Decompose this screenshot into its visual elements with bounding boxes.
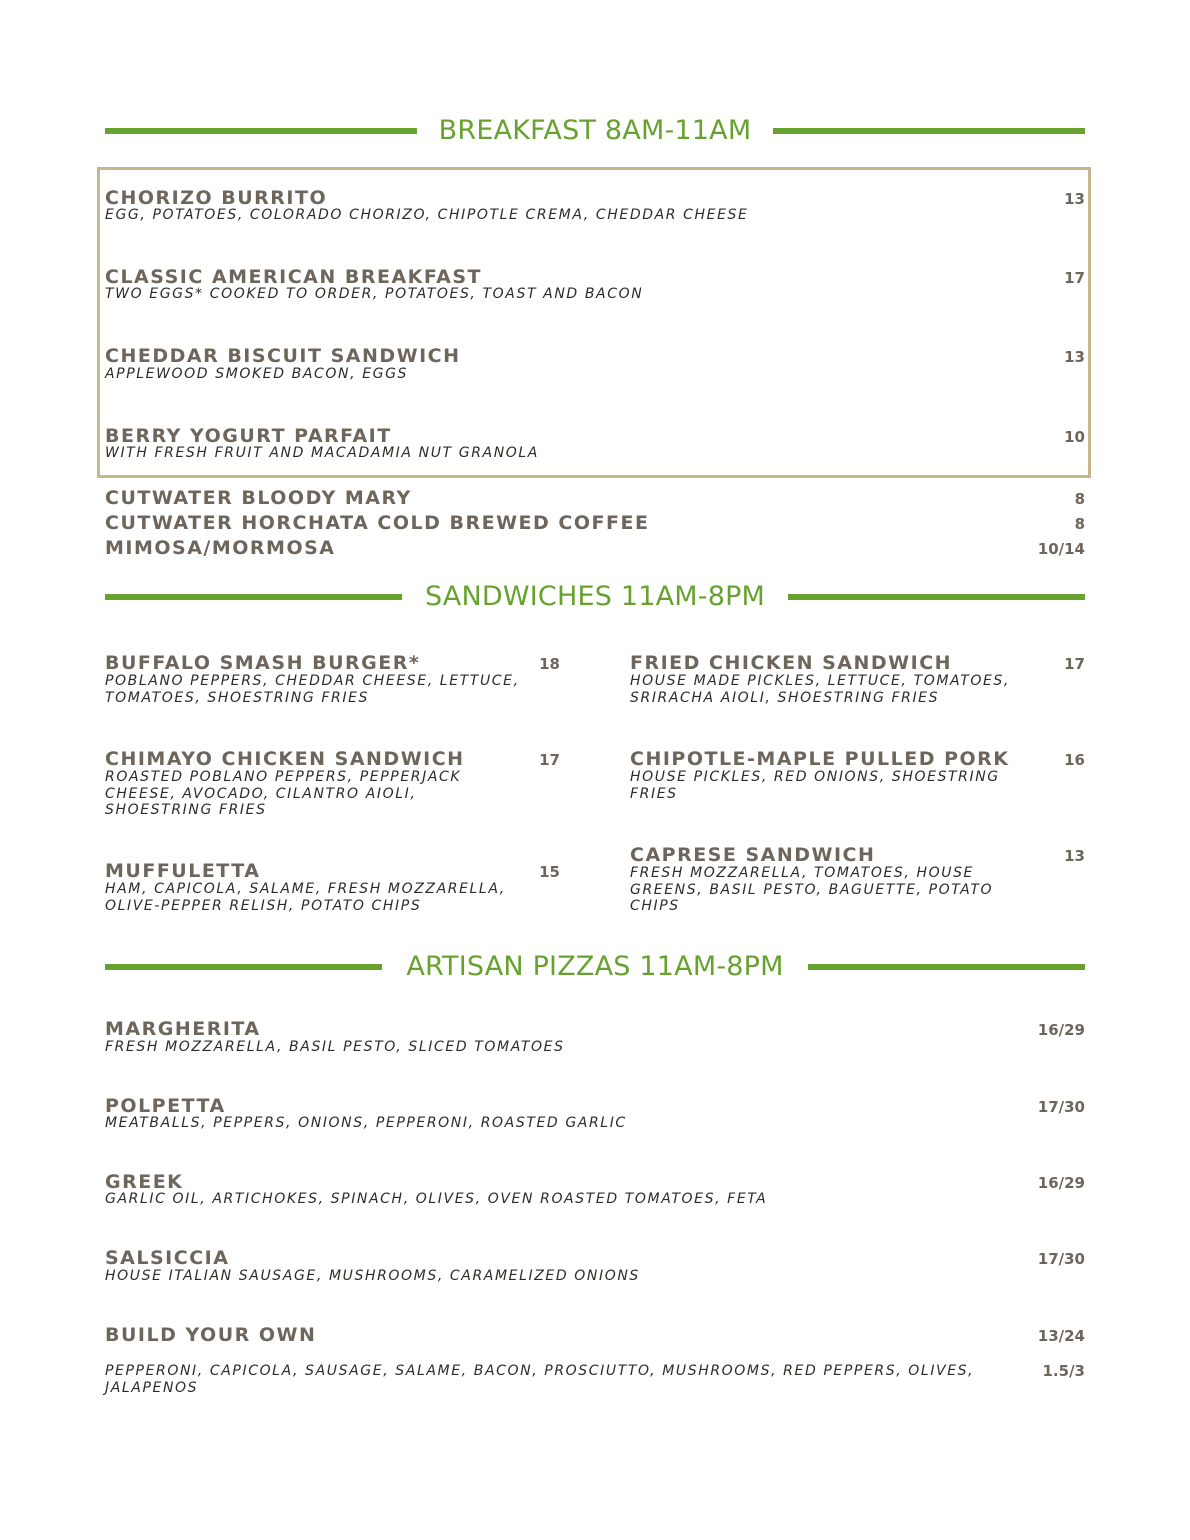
item-description: TWO EGGS* COOKED TO ORDER, POTATOES, TOAST AND BACON [105,286,644,302]
breakfast-header [105,114,1085,148]
item-name: GREEK [105,1171,184,1193]
item-description: HOUSE MADE PICKLES, LETTUCE, TOMATOES, SRIRACHA AIOLI, SHOESTRING FRIES [630,673,1010,706]
item-name: FRIED CHICKEN SANDWICH [630,652,953,674]
item-price: 16/29 [1037,1021,1085,1039]
item-price: 16/29 [1037,1174,1085,1192]
item-price: 17 [539,751,560,769]
item-description: FRESH MOZZARELLA, BASIL PESTO, SLICED TOMATOES [105,1039,565,1055]
drink-price: 10/14 [1037,540,1085,558]
item-name: CAPRESE SANDWICH [630,844,876,866]
item-description: FRESH MOZZARELLA, TOMATOES, HOUSE GREENS, BASIL PESTO, BAGUETTE, POTATO CHIPS [630,865,994,914]
pizzas-title: ARTISAN PIZZAS 11AM-8PM [398,951,791,982]
item-description: MEATBALLS, PEPPERS, ONIONS, PEPPERONI, ROASTED GARLIC [105,1115,627,1131]
item-price: 17/30 [1037,1098,1085,1116]
sandwiches-title: SANDWICHES 11AM-8PM [417,581,773,612]
item-price: 10 [1064,428,1085,446]
item-price: 15 [539,863,560,881]
item-name: CHIMAYO CHICKEN SANDWICH [105,748,465,770]
item-description: HAM, CAPICOLA, SALAME, FRESH MOZZARELLA, OLIVE-PEPPER RELISH, POTATO CHIPS [105,881,506,914]
sandwiches-header [105,580,1085,614]
item-price: 17 [1064,269,1085,287]
item-name: BUFFALO SMASH BURGER* [105,652,421,674]
item-price: 17/30 [1037,1250,1085,1268]
pizzas-header [105,950,1085,984]
drink-name: MIMOSA/MORMOSA [105,537,336,559]
breakfast-title: BREAKFAST 8AM-11AM [431,115,760,146]
item-name: MARGHERITA [105,1018,261,1040]
item-price: 13 [1064,190,1085,208]
item-name: MUFFULETTA [105,860,261,882]
item-name: BERRY YOGURT PARFAIT [105,425,392,447]
drink-price: 8 [1074,515,1085,533]
item-price: 16 [1064,751,1085,769]
item-name: BUILD YOUR OWN [105,1324,317,1346]
toppings-price: 1.5/3 [1042,1362,1085,1380]
item-price: 18 [539,655,560,673]
item-description: HOUSE PICKLES, RED ONIONS, SHOESTRING FRIES [630,769,1000,802]
item-description: HOUSE ITALIAN SAUSAGE, MUSHROOMS, CARAMELIZED ONIONS [105,1268,640,1284]
item-description: APPLEWOOD SMOKED BACON, EGGS [105,366,409,382]
item-name: SALSICCIA [105,1247,230,1269]
item-price: 13 [1064,348,1085,366]
toppings-list: PEPPERONI, CAPICOLA, SAUSAGE, SALAME, BACON, PROSCIUTTO, MUSHROOMS, RED PEPPERS, OLIVES, JALAPENOS [105,1363,975,1396]
item-description: GARLIC OIL, ARTICHOKES, SPINACH, OLIVES, OVEN ROASTED TOMATOES, FETA [105,1191,768,1207]
item-description: ROASTED POBLANO PEPPERS, PEPPERJACK CHEESE, AVOCADO, CILANTRO AIOLI, SHOESTRING FRIES [105,769,462,818]
item-price: 13 [1064,847,1085,865]
drink-name: CUTWATER BLOODY MARY [105,487,412,509]
item-price: 13/24 [1037,1327,1085,1345]
item-name: CHEDDAR BISCUIT SANDWICH [105,345,461,367]
item-description: POBLANO PEPPERS, CHEDDAR CHEESE, LETTUCE, TOMATOES, SHOESTRING FRIES [105,673,520,706]
item-name: CLASSIC AMERICAN BREAKFAST [105,266,483,288]
item-description: WITH FRESH FRUIT AND MACADAMIA NUT GRANOLA [105,445,539,461]
item-description: EGG, POTATOES, COLORADO CHORIZO, CHIPOTLE CREMA, CHEDDAR CHEESE [105,207,749,223]
drink-name: CUTWATER HORCHATA COLD BREWED COFFEE [105,512,650,534]
item-price: 17 [1064,655,1085,673]
item-name: CHORIZO BURRITO [105,187,328,209]
item-name: POLPETTA [105,1095,226,1117]
drink-price: 8 [1074,490,1085,508]
item-name: CHIPOTLE-MAPLE PULLED PORK [630,748,1010,770]
